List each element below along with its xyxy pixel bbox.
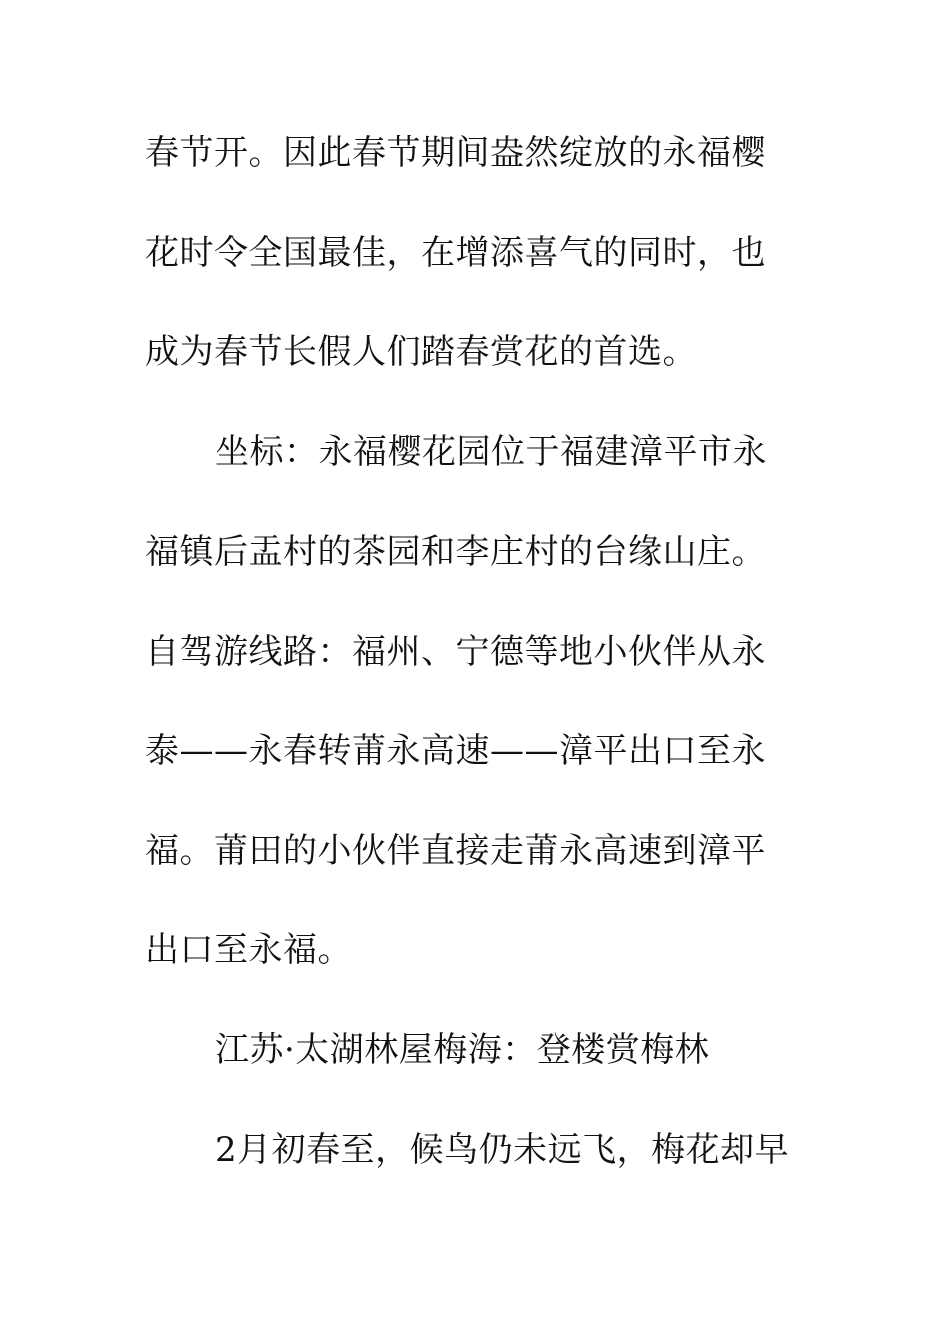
text-line: 泰——永春转莆永高速——漳平出口至永 [145,731,766,771]
text-line: 福镇后盂村的茶园和李庄村的台缘山庄。 [145,532,766,572]
text-line: 花时令全国最佳，在增添喜气的同时，也 [145,233,766,273]
text-line: 福。莆田的小伙伴直接走莆永高速到漳平 [145,831,766,871]
text-line: 成为春节长假人们踏春赏花的首选。 [145,332,697,372]
text-line: 春节开。因此春节期间盎然绽放的永福樱 [145,133,766,173]
text-line: 出口至永福。 [145,930,352,970]
section-heading: 江苏·太湖林屋梅海：登楼赏梅林 [215,1030,710,1070]
text-line: 自驾游线路：福州、宁德等地小伙伴从永 [145,632,766,672]
text-line: 2月初春至，候鸟仍未远飞，梅花却早 [215,1130,790,1170]
text-line: 坐标：永福樱花园位于福建漳平市永 [215,432,767,472]
